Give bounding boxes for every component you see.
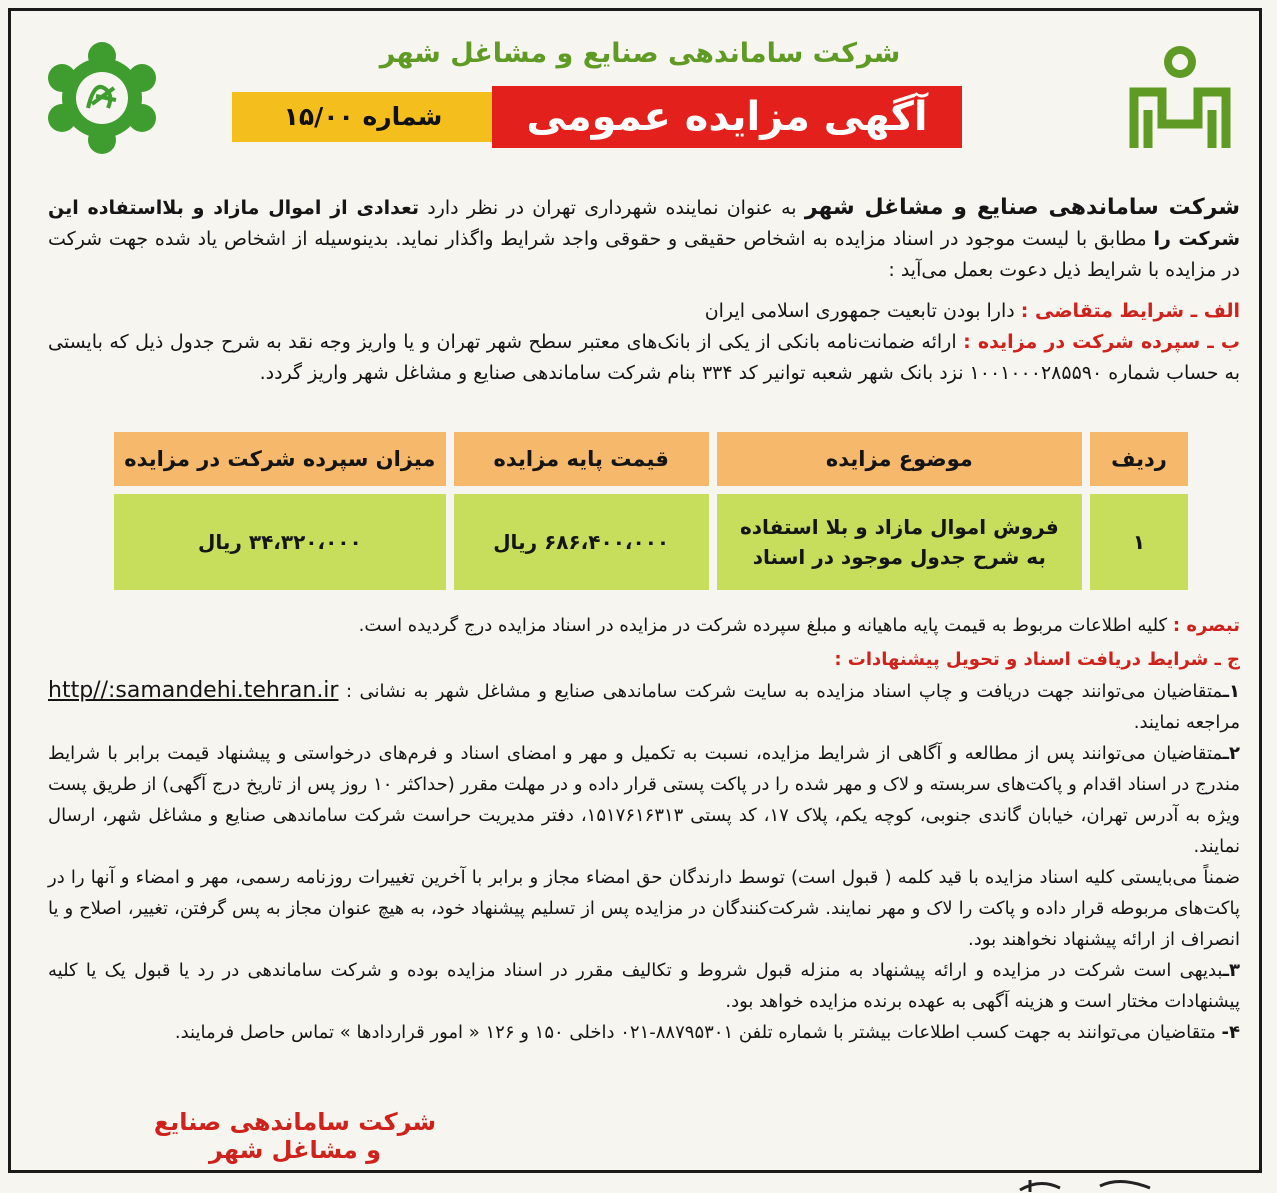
item-1-number: ۱ـ (1222, 681, 1240, 702)
header-deposit: میزان سپرده شرکت در مزایده (114, 432, 446, 486)
section-a-label: الف ـ شرایط متقاضی : (1020, 300, 1240, 322)
company-signature: شرکت ساماندهی صنایع و مشاغل شهر (153, 1108, 437, 1164)
note-label: تبصره : (1172, 615, 1240, 636)
item-3-text: بدیهی است شرکت در مزایده و ارائه پیشنهاد به منزله قبول شروط و تکالیف مقرر در اسناد مزایده بوده و شرکت ساماندهی در رد یا قبول یک یا کلیه پیشنهادات مختار است و هزینه آگهی به عهده برنده مزایده خواهد بود. (48, 960, 1240, 1012)
intro-text-2: مطابق با لیست موجود در اسناد مزایده به اشخاص حقیقی و حقوقی واجد شرایط واگذار نماید. بدینوسیله از اشخاص یاد شده جهت شرکت در مزایده با شرایط ذیل دعوت بعمل می‌آید : (48, 228, 1240, 281)
condition-item-4 (48, 1017, 1240, 1048)
header-subject: موضوع مزایده (717, 432, 1082, 486)
table-row (114, 494, 1188, 590)
item-2-text: متقاضیان می‌توانند پس از مطالعه و آگاهی از شرایط مزایده، نسبت به تکمیل و مهر و امضای اسناد و فرم‌های درخواستی و پیشنهاد قیمت برابر با شرایط مندرج در اسناد اقدام و پاکت‌های سربسته و لاک و مهر شده را در پاکت پستی قرار داده و در مهلت مقرر (حداکثر ۱۰ روز پس از تاریخ درج آگهی) از طریق پست ویژه به آدرس تهران، خیابان گاندی جنوبی، کوچه یکم، پلاک ۱۷، کد پستی ۱۵۱۷۶۱۶۳۱۳، دفتر مدیریت حراست شرکت ساماندهی صنایع و مشاغل شهر، ارسال نمایند. (48, 743, 1240, 857)
cell-subject-line1: فروش اموال مازاد و بلا استفاده (739, 515, 1059, 539)
company-header-name: شرکت ساماندهی صنایع و مشاغل شهر (379, 38, 901, 69)
condition-item-3 (48, 955, 1240, 1017)
section-b (48, 327, 1240, 389)
bottom-handwriting-mark (1000, 1176, 1180, 1193)
header-base-price: قیمت پایه مزایده (454, 432, 709, 486)
cell-deposit: ۳۴،۳۲۰،۰۰۰ ریال (114, 494, 446, 590)
auction-table (106, 424, 1196, 598)
cell-base-price: ۶۸۶،۴۰۰،۰۰۰ ریال (454, 494, 709, 590)
item-4-text: متقاضیان می‌توانند به جهت کسب اطلاعات بیشتر با شماره تلفن ۸۸۷۹۵۳۰۱-۰۲۱ داخلی ۱۵۰ و ۱۲۶ « امور قراردادها » تماس حاصل فرمایند. (174, 1022, 1216, 1043)
header-row-number: ردیف (1090, 432, 1188, 486)
item-2-number: ۲ـ (1222, 743, 1240, 764)
section-c (48, 644, 1240, 1048)
item-3-number: ۳ـ (1222, 960, 1240, 981)
item-4-number: ۴- (1221, 1022, 1240, 1043)
website-link[interactable]: http//:samandehi.tehran.ir (48, 678, 339, 703)
cell-row-number: ۱ (1090, 494, 1188, 590)
section-c-label: ج ـ شرایط دریافت اسناد و تحویل پیشنهادات : (834, 649, 1240, 670)
intro-bold-2: تعدادی از اموال مازاد و بلااستفاده این شرکت را (48, 197, 1241, 250)
intro-section (48, 192, 1240, 389)
notice-number: شماره ۱۵/۰۰ (232, 92, 494, 142)
section-a-text: دارا بودن تابعیت جمهوری اسلامی ایران (704, 300, 1015, 322)
item-1-text: متقاضیان می‌توانند جهت دریافت و چاپ اسناد مزایده به سایت شرکت ساماندهی صنایع و مشاغل شهر به نشانی : (345, 681, 1223, 702)
section-b-text: ارائه ضمانت‌نامه بانکی از یکی از بانک‌های معتبر سطح شهر تهران و یا واریز وجه نقد به شرح جدول ذیل که بایستی به حساب شماره ۱۰۰۱۰۰۰۲۸۵۵۹۰ نزد بانک شهر شعبه توانیر کد ۳۳۴ بنام شرکت ساماندهی صنایع و مشاغل شهر واریز گردد. (48, 331, 1240, 384)
section-a (48, 296, 1240, 327)
tehran-municipality-emblem-icon (44, 38, 160, 158)
cell-subject-line2: به شرح جدول موجود در اسناد (752, 545, 1046, 569)
table-header-row (114, 432, 1188, 486)
samandehi-company-logo-icon (1124, 40, 1236, 152)
condition-item-1 (48, 675, 1240, 738)
note-text: کلیه اطلاعات مربوط به قیمت پایه ماهیانه و مبلغ سپرده شرکت در مزایده در اسناد مزایده درج گردیده است. (358, 615, 1168, 636)
notice-title: آگهی مزایده عمومی (492, 86, 962, 148)
intro-paragraph (48, 192, 1240, 286)
section-b-label: ب ـ سپرده شرکت در مزایده : (963, 331, 1240, 353)
condition-item-2-extra: ضمناً می‌بایستی کلیه اسناد مزایده با قید کلمه ( قبول است) توسط دارندگان حق امضاء مجاز و برابر با آخرین تغییرات روزنامه رسمی، مهر و امضاء و آنها را در پاکت‌های مربوطه قرار داده و پاکت را لاک و مهر نمایند. شرکت‌کنندگان در مزایده پس از تسلیم پیشنهاد خود، به هیچ عنوان مجاز به پس گرفتن، تغییر، اصلاح و یا انصراف از ارائه پیشنهاد نخواهند بود. (48, 867, 1240, 950)
condition-item-2 (48, 738, 1240, 862)
intro-text-1: به عنوان نماینده شهرداری تهران در نظر دارد (427, 197, 797, 219)
note-section (48, 610, 1240, 641)
intro-company-name: شرکت ساماندهی صنایع و مشاغل شهر (804, 195, 1240, 220)
cell-subject (717, 494, 1082, 590)
item-1-tail: مراجعه نمایند. (1133, 712, 1240, 733)
title-banner (232, 86, 962, 148)
